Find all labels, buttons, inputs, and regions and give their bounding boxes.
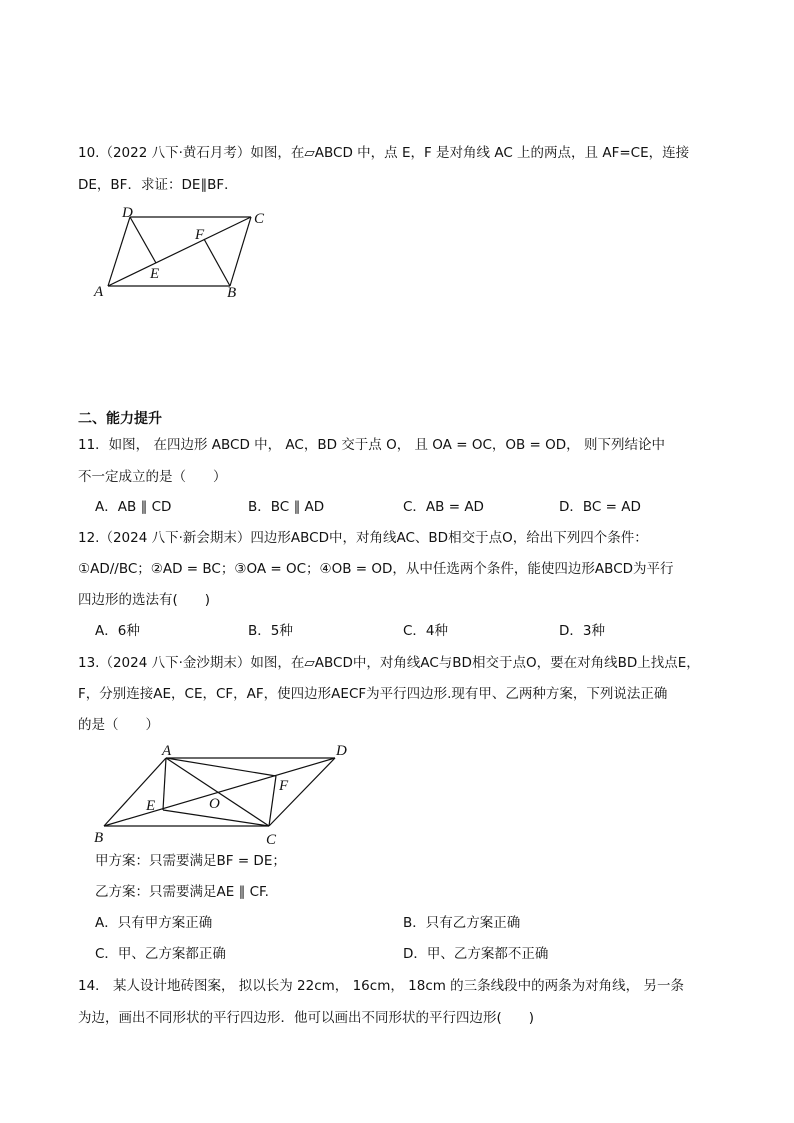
- q14-text-line1: 14． 某人设计地砖图案， 拟以长为 22cm， 16cm， 18cm 的三条线段中的两条为对角线， 另一条: [78, 978, 684, 994]
- q13-option-d: D．甲、乙方案都不正确: [403, 946, 549, 962]
- q14-text-line2: 为边，画出不同形状的平行四边形．他可以画出不同形状的平行四边形( ): [78, 1010, 535, 1026]
- q10-label-f: F: [195, 227, 205, 243]
- q12-option-b: B．5种: [248, 623, 293, 639]
- q11-text-line1: 11．如图， 在四边形 ABCD 中， AC，BD 交于点 O， 且 OA = OC，OB = OD， 则下列结论中: [78, 437, 665, 453]
- q13-label-o: O: [209, 796, 220, 812]
- q10-edge-da: [108, 217, 130, 286]
- q13-diagonal-bd: [104, 758, 335, 826]
- q10-label-e: E: [150, 266, 160, 282]
- q13-label-b: B: [94, 830, 104, 846]
- q13-text-line3: 的是（ ）: [78, 717, 159, 733]
- q10-text-line2: DE，BF．求证：DE∥BF．: [78, 177, 238, 193]
- q13-text-line1: 13.（2024 八下·金沙期末）如图，在▱ABCD中，对角线AC与BD相交于点O，要在对角线BD上找点E，: [78, 655, 700, 671]
- q13-label-e: E: [146, 798, 156, 814]
- q12-text-line2: ①AD//BC；②AD = BC；③OA = OC；④OB = OD，从中任选两个条件，能使四边形ABCD为平行: [78, 561, 674, 577]
- q13-segment-ce: [163, 810, 269, 826]
- q10-label-b: B: [227, 285, 237, 301]
- q10-label-a: A: [94, 284, 104, 300]
- q13-label-a: A: [162, 743, 172, 759]
- q11-option-b: B．BC ∥ AD: [248, 499, 325, 515]
- q10-label-c: C: [254, 211, 265, 227]
- q10-edge-bc: [230, 217, 251, 286]
- q11-option-d: D．BC = AD: [559, 499, 641, 515]
- q12-text-line3: 四边形的选法有( ): [78, 592, 211, 608]
- q10-segment-bf: [204, 239, 230, 286]
- q13-label-d: D: [336, 743, 347, 759]
- q10-diagonal-ac: [108, 217, 251, 286]
- q13-edge-ab: [104, 758, 166, 826]
- q11-option-a: A．AB ∥ CD: [95, 499, 172, 515]
- q11-text-line2: 不一定成立的是（ ）: [78, 469, 227, 485]
- q13-plan1: 甲方案：只需要满足BF = DE；: [95, 853, 286, 869]
- section-heading: 二、能力提升: [78, 411, 162, 427]
- q11-option-c: C．AB = AD: [403, 499, 484, 515]
- q13-parallelogram-figure: [90, 738, 360, 848]
- q13-segment-af: [166, 758, 276, 776]
- q13-option-c: C．甲、乙方案都正确: [95, 946, 226, 962]
- q10-segment-de: [130, 217, 156, 263]
- q12-text-line1: 12.（2024 八下·新会期末）四边形ABCD中，对角线AC、BD相交于点O，给出下列四个条件：: [78, 530, 648, 546]
- q13-label-f: F: [279, 778, 289, 794]
- q13-plan2: 乙方案：只需要满足AE ∥ CF.: [95, 884, 269, 900]
- q12-option-a: A．6种: [95, 623, 140, 639]
- q10-parallelogram-figure: [90, 205, 290, 300]
- q13-option-a: A．只有甲方案正确: [95, 915, 213, 931]
- q12-option-c: C．4种: [403, 623, 449, 639]
- q13-segment-cf: [269, 776, 276, 826]
- q13-label-c: C: [266, 832, 277, 848]
- q13-segment-ae: [163, 758, 166, 810]
- q12-option-d: D．3种: [559, 623, 605, 639]
- q13-option-b: B．只有乙方案正确: [403, 915, 521, 931]
- q13-diagonal-ac: [166, 758, 269, 826]
- q10-text-line1: 10.（2022 八下·黄石月考）如图，在▱ABCD 中，点 E，F 是对角线 AC 上的两点，且 AF=CE，连接: [78, 145, 690, 161]
- q10-label-d: D: [122, 205, 133, 221]
- q13-text-line2: F，分别连接AE，CE，CF，AF，使四边形AECF为平行四边形.现有甲、乙两种方案，下列说法正确: [78, 686, 668, 702]
